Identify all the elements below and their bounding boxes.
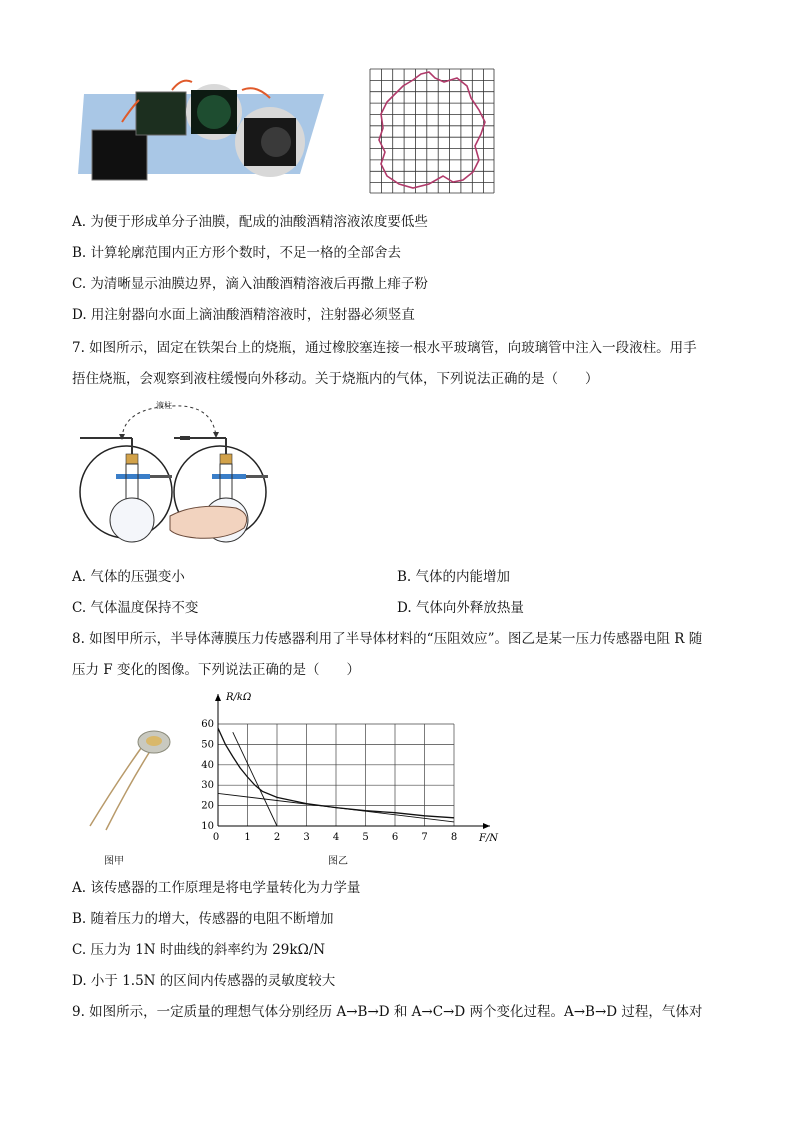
grid-outline-figure: [369, 68, 495, 194]
q7-option-a: A. 气体的压强变小: [72, 569, 185, 585]
q7-option-d: D. 气体向外释放热量: [397, 600, 524, 616]
y-tick-label: 30: [201, 780, 214, 792]
y-tick-label: 10: [201, 821, 214, 832]
q6-option-d: D. 用注射器向水面上滴油酸酒精溶液时，注射器必须竖直: [72, 307, 415, 323]
q8-stem-line2: 压力 F 变化的图像。下列说法正确的是（ ）: [72, 662, 360, 678]
x-tick-label: 6: [391, 832, 399, 843]
x-axis-arrow: [483, 823, 490, 829]
flask-figure: [76, 396, 276, 558]
y-tick-label: 40: [201, 759, 214, 771]
q7-option-c: C. 气体温度保持不变: [72, 600, 199, 616]
series-tangent-line: [233, 732, 277, 826]
x-tick-label: 4: [332, 832, 340, 843]
q8-option-a: A. 该传感器的工作原理是将电学量转化为力学量: [72, 880, 361, 896]
x-tick-label: 5: [362, 832, 369, 843]
q7-stem-line2: 捂住烧瓶，会观察到液柱缓慢向外移动。关于烧瓶内的气体，下列说法正确的是（ ）: [72, 371, 599, 387]
q6-option-a: A. 为便于形成单分子油膜，配成的油酸酒精溶液浓度要低些: [72, 214, 428, 230]
y-axis-label: R/kΩ: [226, 692, 252, 703]
caption-fig-jia: 图甲: [104, 856, 124, 867]
chart-ticks: [201, 719, 457, 843]
pressure-sensor-photo: [82, 726, 192, 832]
x-tick-label: 3: [303, 832, 310, 843]
x-tick-label: 7: [421, 832, 428, 843]
y-tick-label: 60: [201, 719, 214, 730]
x-tick-label: 2: [273, 832, 281, 843]
y-tick-label: 20: [201, 800, 214, 812]
q8-option-c: C. 压力为 1N 时曲线的斜率约为 29kΩ/N: [72, 942, 326, 958]
q8-option-b: B. 随着压力的增大，传感器的电阻不断增加: [72, 911, 334, 927]
liquid-column-label: 液柱: [156, 401, 172, 410]
q7-stem-line1: 7. 如图所示，固定在铁架台上的烧瓶，通过橡胶塞连接一根水平玻璃管，向玻璃管中注入一段液柱。用手: [72, 340, 697, 356]
x-axis-label: F/N: [479, 833, 499, 844]
y-tick-label: 50: [201, 739, 214, 751]
q6-option-c: C. 为清晰显示油膜边界，滴入油酸酒精溶液后再撒上痱子粉: [72, 276, 428, 292]
q7-option-b: B. 气体的内能增加: [397, 569, 511, 585]
q9-stem-line1: 9. 如图所示，一定质量的理想气体分别经历 A→B→D 和 A→C→D 两个变化过程。A→B→D 过程，气体对: [72, 1004, 703, 1020]
x-tick-label: 1: [244, 832, 251, 843]
oil-film-photos: [74, 72, 330, 190]
x-tick-label: 8: [450, 832, 458, 843]
y-axis-arrow: [215, 694, 221, 701]
q8-stem-line1: 8. 如图甲所示，半导体薄膜压力传感器利用了半导体材料的“压阻效应”。图乙是某一压力传感器电阻 R 随: [72, 631, 703, 647]
q8-option-d: D. 小于 1.5N 的区间内传感器的灵敏度较大: [72, 973, 336, 989]
q6-option-b: B. 计算轮廓范围内正方形个数时，不足一格的全部舍去: [72, 245, 402, 261]
caption-fig-yi: 图乙: [328, 856, 348, 867]
x-tick-label: 0: [212, 832, 220, 843]
resistance-force-chart: [196, 688, 506, 848]
